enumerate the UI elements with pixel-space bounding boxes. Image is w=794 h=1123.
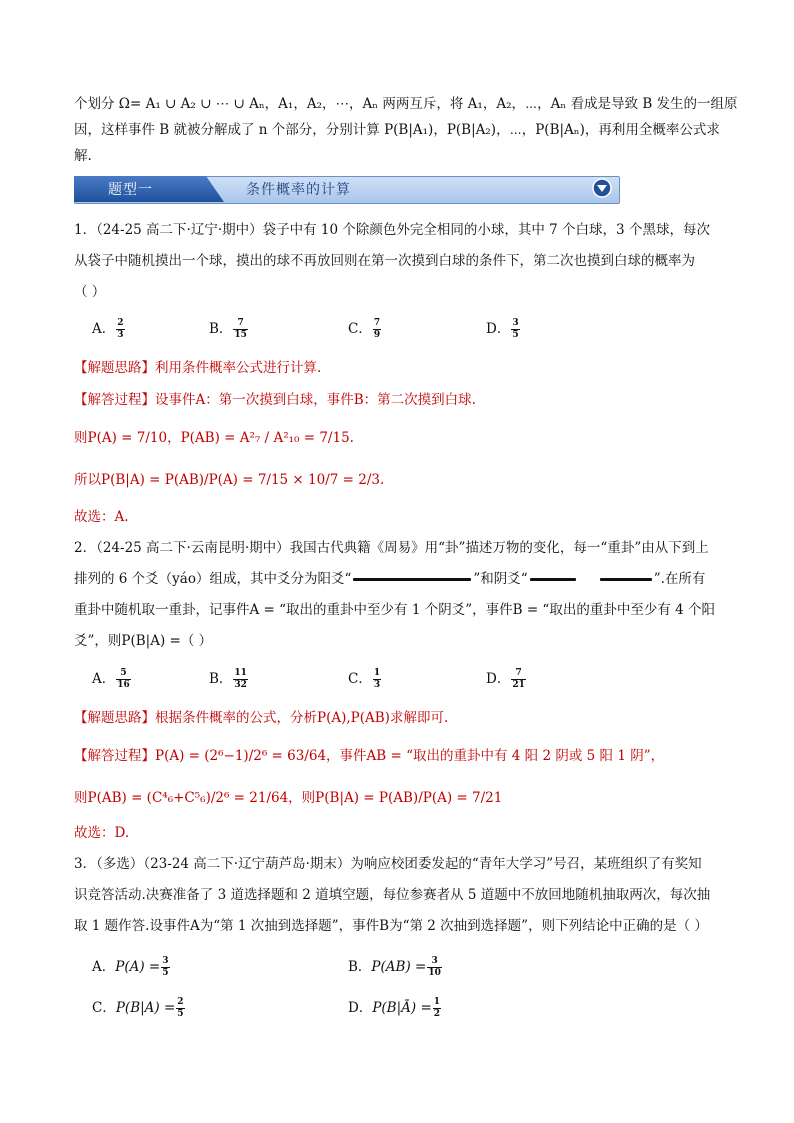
idea-tag: 【解题思路】: [74, 360, 155, 376]
q2-calc: 则P(AB) = (C⁴₆+C⁵₆)/2⁶ = 21/64，则P(B|A) = P(AB)/P(A) = 7/21: [74, 790, 503, 806]
banner-tag-label: 题型一: [108, 182, 153, 198]
q1-option-c[interactable]: C． $\frac{7}{9}$: [348, 318, 381, 340]
process-tag: 【解答过程】: [74, 392, 155, 408]
q2-line-4: 爻”，则P(B|A) =（ ）: [74, 633, 213, 649]
q2-solution-process: 【解答过程】P(A) = (2⁶−1)/2⁶ = 63/64，事件AB = “取出的重卦中有 4 阳 2 阴或 5 阳 1 阴”，: [74, 748, 665, 764]
q2-line-1: 2．（24-25 高二下·云南昆明·期中）我国古代典籍《周易》用“卦”描述万物的变化，每一“重卦”由从下到上: [74, 540, 709, 556]
q3-option-d[interactable]: D．P(B|Ā) = $\frac{1}{2}$: [348, 997, 441, 1019]
intro-line-3: 解.: [74, 148, 92, 164]
intro-line-2: 因，这样事件 B 就被分解成了 n 个部分，分别计算 P(B|A₁)，P(B|A₂)，⋯，P(B|Aₙ)，再利用全概率公式求: [74, 122, 720, 138]
q2-solution-idea: 【解题思路】根据条件概率的公式，分析P(A),P(AB)求解即可.: [74, 710, 449, 726]
yin-yao-icon-right: [600, 578, 652, 581]
q1-line-2: 从袋子中随机摸出一个球，摸出的球不再放回则在第一次摸到白球的条件下，第二次也摸到白球的概率为: [74, 253, 695, 269]
q3-option-b[interactable]: B．P(AB) = $\frac{3}{10}$: [348, 956, 441, 978]
chevron-down-icon[interactable]: [592, 178, 612, 198]
q2-line-2: 排列的 6 个爻（yáo）组成，其中爻分为阳爻“ ”和阴爻“ ”.在所有: [74, 571, 706, 587]
section-banner: [74, 176, 618, 202]
q3-line-1: 3．（多选）（23-24 高二下·辽宁葫芦岛·期末）为响应校团委发起的“青年大学习”号召，某班组织了有奖知: [74, 856, 702, 872]
yin-yao-icon: [530, 578, 576, 581]
q3-option-c[interactable]: C．P(B|A) = $\frac{2}{5}$: [92, 997, 184, 1019]
q2-line-3: 重卦中随机取一重卦，记事件A = “取出的重卦中至少有 1 个阴爻”，事件B = “取出的重卦中至少有 4 个阳: [74, 602, 716, 618]
intro-line-1: 个划分 Ω= A₁ ∪ A₂ ∪ ⋯ ∪ Aₙ，A₁，A₂，⋯，Aₙ 两两互斥，将 A₁，A₂，⋯，Aₙ 看成是导致 B 发生的一组原: [74, 96, 738, 112]
q1-option-b[interactable]: B． $\frac{7}{15}$: [209, 318, 247, 340]
q1-option-a[interactable]: A． $\frac{2}{3}$: [92, 318, 124, 340]
q1-line-3: （ ）: [74, 284, 106, 300]
q3-option-a[interactable]: A．P(A) = $\frac{3}{5}$: [92, 956, 169, 978]
q1-line-1: 1．（24-25 高二下·辽宁·期中）袋子中有 10 个除颜色外完全相同的小球，其中 7 个白球，3 个黑球，每次: [74, 222, 710, 238]
q1-option-d[interactable]: D． $\frac{3}{5}$: [486, 318, 519, 340]
q3-line-3: 取 1 题作答.设事件A为“第 1 次抽到选择题”，事件B为“第 2 次抽到选择题”，则下列结论中正确的是（ ）: [74, 918, 708, 934]
q3-line-2: 识竞答活动.决赛准备了 3 道选择题和 2 道填空题，每位参赛者从 5 道题中不放回地随机抽取两次，每次抽: [74, 887, 711, 903]
process-tag-2: 【解答过程】: [74, 748, 155, 764]
yang-yao-icon: [353, 578, 471, 581]
q1-calc-2: 所以P(B|A) = P(AB)/P(A) = 7/15 × 10/7 = 2/3.: [74, 472, 385, 488]
q2-option-d[interactable]: D． $\frac{7}{21}$: [486, 668, 525, 690]
q2-answer: 故选：D.: [74, 825, 130, 841]
q2-option-b[interactable]: B． $\frac{11}{32}$: [209, 668, 247, 690]
q2-option-a[interactable]: A． $\frac{5}{16}$: [92, 668, 130, 690]
idea-tag-2: 【解题思路】: [74, 710, 155, 726]
q1-solution-process: 【解答过程】设事件A：第一次摸到白球，事件B：第二次摸到白球.: [74, 392, 476, 408]
q1-calc-1: 则P(A) = 7/10，P(AB) = A²₇ / A²₁₀ = 7/15.: [74, 430, 354, 446]
banner-title: 条件概率的计算: [246, 182, 351, 198]
q1-answer: 故选：A.: [74, 509, 129, 525]
q2-option-c[interactable]: C． $\frac{1}{3}$: [348, 668, 381, 690]
q1-solution-idea: 【解题思路】利用条件概率公式进行计算.: [74, 360, 322, 376]
